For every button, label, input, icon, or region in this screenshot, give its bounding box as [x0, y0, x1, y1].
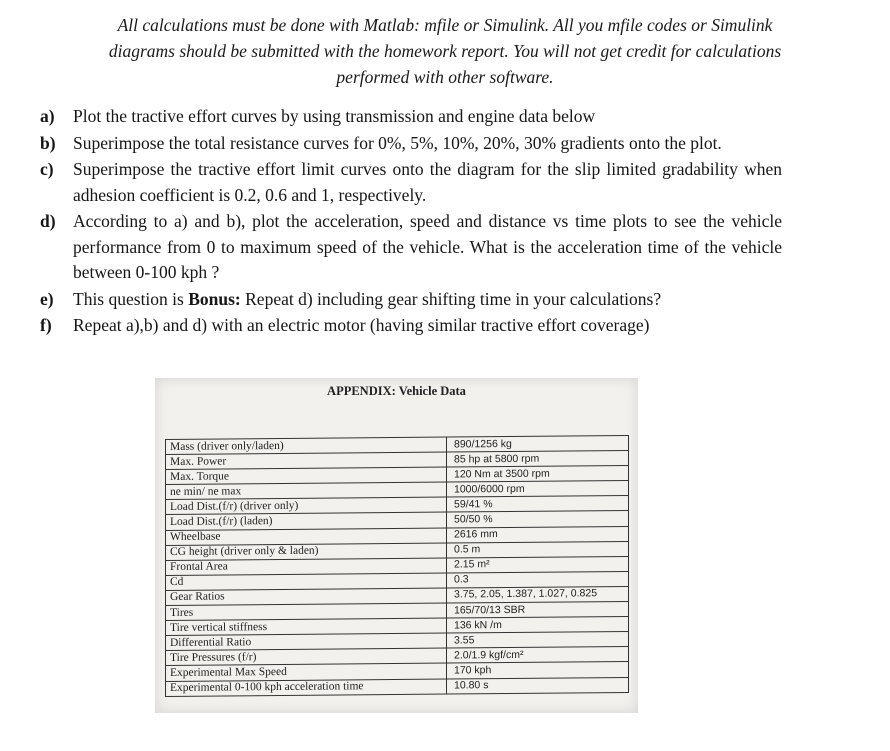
question-text: [73, 287, 782, 313]
value-cell: 165/70/13 SBR: [447, 601, 629, 618]
property-cell: Load Dist.(f/r) (laden): [166, 513, 447, 531]
value-cell: 1000/6000 rpm: [447, 481, 629, 498]
property-cell: Max. Torque: [166, 467, 447, 485]
value-cell: 0.3: [447, 571, 629, 588]
property-cell: Tire vertical stiffness: [166, 618, 447, 636]
question-item: [40, 157, 782, 208]
value-cell: 59/41 %: [447, 496, 629, 513]
table-row: [166, 677, 629, 696]
property-cell: Mass (driver only/laden): [166, 437, 447, 455]
question-item: [40, 209, 782, 286]
question-item: [40, 104, 782, 130]
property-cell: Frontal Area: [166, 558, 447, 576]
question-label: f): [40, 315, 52, 335]
instructions-line: performed with other software.: [336, 67, 554, 87]
property-cell: CG height (driver only & laden): [166, 543, 447, 561]
appendix-photo: [155, 378, 638, 713]
property-cell: Wheelbase: [166, 528, 447, 546]
value-cell: 2.15 m²: [447, 556, 629, 573]
property-cell: Tire Pressures (f/r): [166, 648, 447, 666]
property-cell: Load Dist.(f/r) (driver only): [166, 497, 447, 515]
value-cell: 0.5 m: [447, 541, 629, 558]
instructions-paragraph: [14, 12, 876, 90]
appendix-title: APPENDIX: Vehicle Data: [327, 384, 466, 398]
value-cell: 120 Nm at 3500 rpm: [447, 466, 629, 483]
question-text: Plot the tractive effort curves by using transmission and engine data below: [73, 106, 596, 126]
instructions-line: diagrams should be submitted with the homework report. You will not get credit for calculations: [108, 41, 782, 61]
property-cell: Max. Power: [166, 452, 447, 470]
question-label: c): [40, 159, 54, 179]
property-cell: Tires: [166, 603, 447, 621]
vehicle-data-table: [165, 435, 629, 697]
value-cell: 50/50 %: [447, 511, 629, 528]
question-text: Repeat a),b) and d) with an electric motor (having similar tractive effort coverage): [73, 315, 650, 335]
value-cell: 10.80 s: [447, 677, 629, 694]
question-suffix: Repeat d) including gear shifting time in your calculations?: [240, 288, 662, 309]
question-label: e): [40, 288, 54, 309]
question-item: [40, 131, 782, 157]
property-cell: Cd: [166, 573, 447, 591]
value-cell: 3.55: [447, 632, 629, 649]
property-cell: Experimental Max Speed: [166, 663, 447, 681]
question-prefix: This question is: [73, 288, 189, 309]
property-cell: ne min/ ne max: [166, 482, 447, 500]
question-label: d): [40, 211, 56, 231]
value-cell: 890/1256 kg: [447, 435, 629, 452]
question-text: According to a) and b), plot the acceleration, speed and distance vs time plots to see the vehicle performance from 0 to maximum speed of the vehicle. What is the acceleration time of the vehicle between 0-100 kph ?: [73, 211, 782, 282]
property-cell: Gear Ratios: [166, 588, 447, 606]
value-cell: 85 hp at 5800 rpm: [447, 451, 629, 468]
value-cell: 3.75, 2.05, 1.387, 1.027, 0.825: [447, 586, 629, 603]
value-cell: 2.0/1.9 kgf/cm²: [447, 647, 629, 664]
question-item: [40, 287, 782, 313]
bonus-label: Bonus:: [188, 288, 241, 309]
value-cell: 170 kph: [447, 662, 629, 679]
instructions-line: All calculations must be done with Matlab: mfile or Simulink. All you mfile codes or Simulink: [117, 15, 773, 35]
question-label: a): [40, 106, 55, 126]
question-label: b): [40, 132, 56, 153]
question-item: [40, 313, 782, 339]
value-cell: 136 kN /m: [447, 617, 629, 634]
question-text: Superimpose the total resistance curves for 0%, 5%, 10%, 20%, 30% gradients onto the plot.: [73, 132, 722, 153]
value-cell: 2616 mm: [447, 526, 629, 543]
question-text: Superimpose the tractive effort limit curves onto the diagram for the slip limited gradability when adhesion coefficient is 0.2, 0.6 and 1, respectively.: [73, 159, 782, 205]
property-cell: Experimental 0-100 kph acceleration time: [166, 679, 447, 697]
question-list: [40, 104, 782, 340]
property-cell: Differential Ratio: [166, 633, 447, 651]
